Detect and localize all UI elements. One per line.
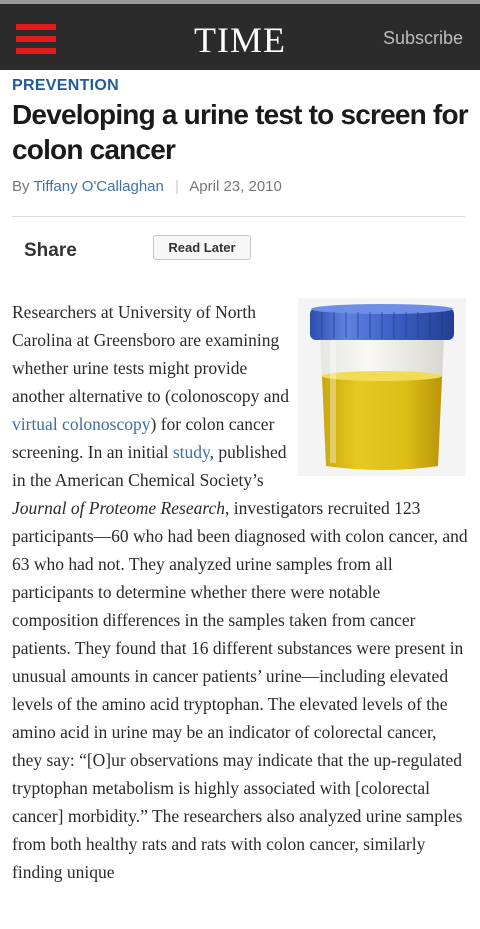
article-headline: Developing a urine test to screen for colon cancer [12, 99, 468, 165]
journal-title: Journal of Proteome Research [12, 498, 226, 518]
byline-prefix: By [12, 178, 30, 195]
time-logo[interactable]: TIME [194, 20, 286, 60]
body-text: , published in the American Chemical Society’s [12, 442, 287, 490]
author-link[interactable]: Tiffany O'Callaghan [33, 178, 164, 195]
urine-cup-illustration [298, 298, 466, 476]
body-text: Researchers at University of North Carolina at Greensboro are examining whether urine tests might provide another alternative to (colonoscopy and [12, 302, 289, 406]
cup-liquid [322, 376, 442, 470]
publish-date: April 23, 2010 [189, 178, 282, 195]
cup-highlight [330, 338, 336, 463]
section-kicker[interactable]: PREVENTION [12, 77, 120, 94]
study-link[interactable]: study [172, 442, 210, 462]
read-later-button[interactable]: Read Later [153, 235, 251, 260]
virtual-colonoscopy-link[interactable]: virtual colonoscopy [12, 414, 151, 434]
site-header [0, 0, 480, 70]
liquid-surface [322, 371, 442, 381]
subscribe-link[interactable]: Subscribe [382, 28, 463, 48]
urine-specimen-cup-image [298, 298, 466, 476]
body-text: ) for colon cancer screening. In an initial [12, 414, 275, 462]
byline-separator: | [175, 178, 179, 195]
divider [12, 216, 465, 217]
byline [12, 178, 282, 195]
share-label[interactable]: Share [24, 240, 77, 261]
body-text: , investigators recruited 123 participants—60 who had been diagnosed with colon cancer, and 63 who had not. They analyzed urine samples from all participants to determine whether there were notable composition differences in the samples taken from cancer patients. They found that 16 different substances were present in unusual amounts in cancer patients’ urine—including elevated levels of the amino acid tryptophan. The elevated levels of the amino acid in urine may be an indicator of colorectal cancer, they say: “[O]ur observations may indicate that the up-regulated tryptophan metabolism is highly associated with [colorectal cancer] morbidity.” The researchers also analyzed urine samples from both healthy rats and rats with colon cancer, similarly finding unique [12, 498, 468, 882]
